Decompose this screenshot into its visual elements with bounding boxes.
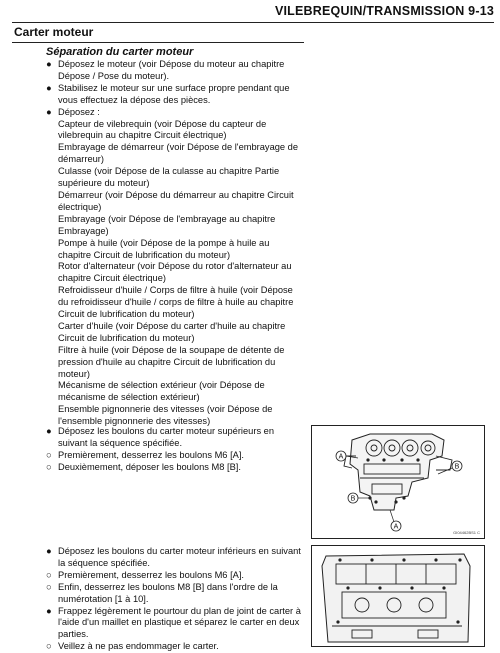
bullet-icon: ● bbox=[46, 59, 52, 69]
removal-item: Ensemble pignonnerie des vitesses (voir Dépose de l'ensemble pignonnerie des vitesses) bbox=[58, 404, 273, 427]
step-m6 bbox=[46, 450, 301, 462]
removal-list bbox=[46, 119, 302, 429]
instructions-top bbox=[46, 59, 302, 428]
removal-item: Refroidisseur d'huile / Corps de filtre à huile (voir Dépose du refroidisseur d'huile / corps de filtre à huile au chapitre Circuit de lubrification du moteur) bbox=[58, 285, 294, 320]
bullet-icon: ● bbox=[46, 106, 52, 117]
step-text: Deuxièmement, déposer les boulons M8 [B]. bbox=[58, 461, 241, 472]
callout-b: B bbox=[350, 495, 356, 503]
step-text: Stabilisez le moteur sur une surface propre pendant que vous effectuez la dépose des pièces. bbox=[58, 82, 290, 105]
removal-item: Filtre à huile (voir Dépose de la soupape de détente de pression d'huile au chapitre Circuit de lubrification du moteur) bbox=[58, 344, 285, 379]
callout-a: A bbox=[338, 453, 344, 461]
circle-bullet-icon: ○ bbox=[46, 461, 52, 472]
circle-bullet-icon: ○ bbox=[46, 449, 52, 460]
step-text: Veillez à ne pas endommager le carter. bbox=[58, 641, 219, 652]
instructions-upper-bolts bbox=[46, 426, 301, 474]
figure-lower-crankcase bbox=[311, 545, 485, 647]
page-header-title: VILEBREQUIN/TRANSMISSION 9-13 bbox=[274, 4, 494, 18]
lower-crankcase-illustration bbox=[312, 546, 484, 646]
step-lower-bolts bbox=[46, 546, 301, 570]
bullet-icon: ● bbox=[46, 82, 52, 93]
step-text: Déposez les boulons du carter moteur inférieurs en suivant la séquence spécifiée. bbox=[58, 546, 301, 568]
step-m8 bbox=[46, 462, 301, 474]
step-upper-bolts bbox=[46, 426, 301, 450]
step-remove bbox=[46, 107, 302, 119]
callout-a: A bbox=[393, 523, 399, 531]
subsection-title: Séparation du carter moteur bbox=[46, 46, 194, 58]
bullet-icon: ● bbox=[46, 546, 52, 556]
step-stabilize bbox=[46, 83, 302, 107]
step-tap-split bbox=[46, 606, 301, 642]
section-rule bbox=[12, 42, 304, 43]
circle-bullet-icon: ○ bbox=[46, 641, 52, 652]
removal-item: Démarreur (voir Dépose du démarreur au chapitre Circuit électrique) bbox=[58, 189, 294, 212]
step-text: Déposez le moteur (voir Dépose du moteur au chapitre Dépose / Pose du moteur). bbox=[58, 59, 285, 81]
step-m6 bbox=[46, 570, 301, 582]
removal-item: Carter d'huile (voir Dépose du carter d'huile au chapitre Circuit de lubrification du moteur) bbox=[58, 320, 286, 343]
upper-crankcase-illustration bbox=[312, 426, 484, 538]
step-text: Déposez : bbox=[58, 106, 100, 117]
removal-item: Pompe à huile (voir Dépose de la pompe à huile au chapitre Circuit de lubrification du moteur) bbox=[58, 237, 270, 260]
step-text: Premièrement, desserrez les boulons M6 [A]. bbox=[58, 449, 245, 460]
circle-bullet-icon: ○ bbox=[46, 581, 52, 592]
removal-item: Embrayage (voir Dépose de l'embrayage au chapitre Embrayage) bbox=[58, 213, 276, 236]
figure-code: GI04462BS1 C bbox=[453, 530, 480, 535]
step-text: Déposez les boulons du carter moteur supérieurs en suivant la séquence spécifiée. bbox=[58, 426, 275, 448]
step-m8-sequence bbox=[46, 582, 301, 606]
instructions-lower-bolts bbox=[46, 546, 301, 653]
section-title: Carter moteur bbox=[14, 25, 94, 39]
bullet-icon: ● bbox=[46, 426, 52, 436]
step-text: Premièrement, desserrez les boulons M6 [A]. bbox=[58, 569, 245, 580]
removal-item: Mécanisme de sélection extérieur (voir Dépose de mécanisme de sélection extérieur) bbox=[58, 380, 265, 403]
figure-upper-crankcase bbox=[311, 425, 485, 539]
bullet-icon: ● bbox=[46, 605, 52, 616]
circle-bullet-icon: ○ bbox=[46, 569, 52, 580]
removal-item: Culasse (voir Dépose de la culasse au chapitre Partie supérieure du moteur) bbox=[58, 166, 280, 189]
removal-item: Embrayage de démarreur (voir Dépose de l'embrayage de démarreur) bbox=[58, 142, 299, 165]
step-caution bbox=[46, 641, 301, 653]
step-text: Frappez légèrement le pourtour du plan de joint de carter à l'aide d'un maillet en plastique et séparez le carter en deux parties. bbox=[58, 605, 301, 640]
callout-b: B bbox=[454, 463, 460, 471]
removal-item: Rotor d'alternateur (voir Dépose du rotor d'alternateur au chapitre Circuit électrique) bbox=[58, 261, 292, 284]
step-remove-engine bbox=[46, 59, 302, 83]
removal-item: Capteur de vilebrequin (voir Dépose du capteur de vilebrequin au chapitre Circuit électrique) bbox=[58, 118, 267, 141]
step-text: Enfin, desserrez les boulons M8 [B] dans l'ordre de la numérotation [1 à 10]. bbox=[58, 581, 278, 604]
header-rule bbox=[12, 22, 494, 23]
